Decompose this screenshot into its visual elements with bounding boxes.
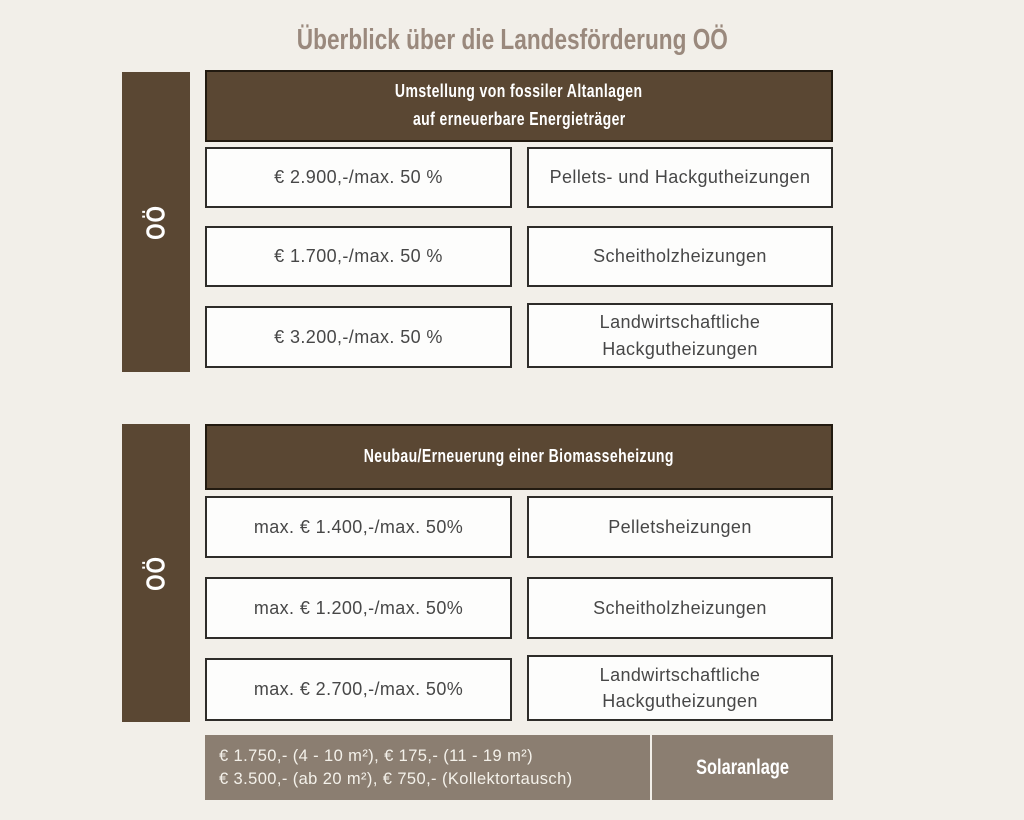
section1-row1-type-cell [527,147,833,208]
solar-amounts [205,735,650,800]
funding-amount: € 1.700,-/max. 50 % [274,246,443,267]
solar-amount-line2: € 3.500,- (ab 20 m²), € 750,- (Kollektortausch) [219,769,573,788]
page-title-text: Überblick über die Landesförderung OÖ [296,24,728,56]
funding-type: Landwirtschaftliche Hackgutheizungen [599,664,761,711]
section2-row1-amount-cell [205,496,512,558]
section1-header [205,70,833,142]
funding-amount: max. € 2.700,-/max. 50% [253,679,464,700]
funding-type: Scheitholzheizungen [593,597,767,618]
section2-side-bar [122,424,190,722]
section2-row3-amount-cell [205,658,512,721]
section2-row1-type-cell [527,496,833,558]
funding-type: Landwirtschaftliche Hackgutheizungen [599,312,761,359]
section2-side-label: OÖ [140,555,171,591]
funding-type: Pellets- und Hackgutheizungen [549,167,811,188]
section2-header [205,424,833,490]
solar-amount-line1: € 1.750,- (4 - 10 m²), € 175,- (11 - 19 m²) [219,746,533,765]
section1-side-label: OÖ [140,204,171,240]
section2-row3-type-cell [527,655,833,721]
solar-label-cell [652,735,833,800]
section1-header-line2: auf erneuerbare Energieträger [412,109,626,129]
solar-label-text: Solaranlage [696,755,789,779]
section1-side-bar [122,72,190,372]
section1-row1-amount-cell [205,147,512,208]
funding-type: Pelletsheizungen [608,516,752,537]
section2-row2-type-cell [527,577,833,639]
funding-amount: € 2.900,-/max. 50 % [274,167,443,188]
section1-row2-amount-cell [205,226,512,287]
section1-row2-type-cell [527,226,833,287]
section1-row3-type-cell [527,303,833,368]
funding-type: Scheitholzheizungen [593,246,767,267]
funding-amount: € 3.200,-/max. 50 % [274,326,443,347]
page-title [0,24,1024,57]
funding-amount: max. € 1.200,-/max. 50% [253,597,464,618]
section1-row3-amount-cell [205,306,512,368]
section2-row2-amount-cell [205,577,512,639]
funding-amount: max. € 1.400,-/max. 50% [253,516,464,537]
section1-header-line1: Umstellung von fossiler Altanlagen [395,81,643,102]
section2-header-line1: Neubau/Erneuerung einer Biomasseheizung [363,446,675,467]
solar-funding-bar [205,735,833,800]
